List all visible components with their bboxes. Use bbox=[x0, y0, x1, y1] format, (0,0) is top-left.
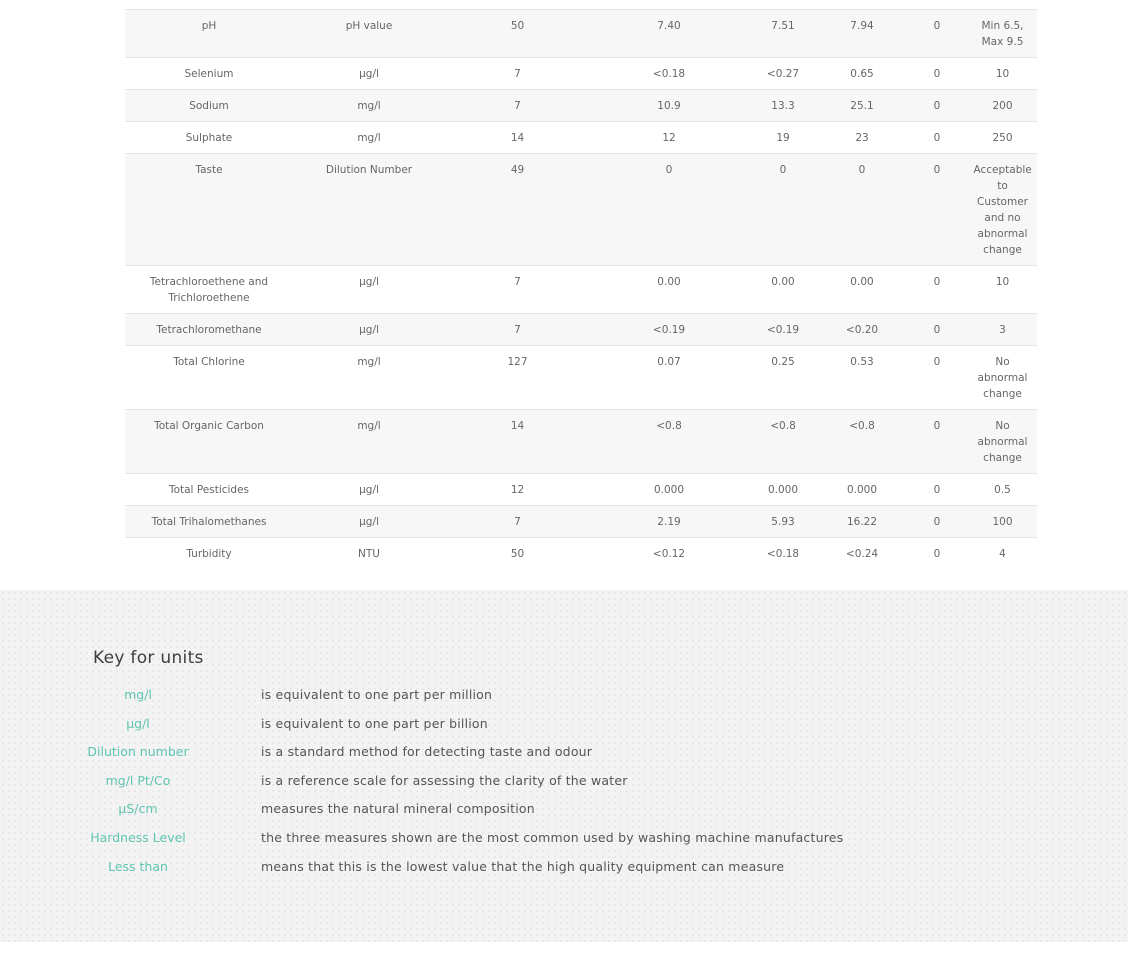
cell-contraventions: 0 bbox=[906, 122, 968, 154]
cell-unit: NTU bbox=[293, 538, 445, 570]
cell-parameter: Total Chlorine bbox=[125, 346, 293, 410]
cell-mean: <0.27 bbox=[748, 58, 818, 90]
cell-unit: µg/l bbox=[293, 474, 445, 506]
key-term: Less than bbox=[108, 858, 168, 874]
cell-samples: 7 bbox=[445, 90, 590, 122]
cell-samples: 127 bbox=[445, 346, 590, 410]
cell-standard: 100 bbox=[968, 506, 1037, 538]
cell-samples: 7 bbox=[445, 314, 590, 346]
table-row bbox=[125, 90, 1037, 122]
cell-mean: 0.000 bbox=[748, 474, 818, 506]
cell-unit: µg/l bbox=[293, 506, 445, 538]
key-description: is a reference scale for assessing the clarity of the water bbox=[261, 772, 628, 788]
cell-max: 7.94 bbox=[818, 10, 906, 58]
cell-min: 0.000 bbox=[590, 474, 748, 506]
cell-samples: 50 bbox=[445, 10, 590, 58]
key-description: is equivalent to one part per billion bbox=[261, 715, 488, 731]
key-description: the three measures shown are the most common used by washing machine manufactures bbox=[261, 829, 844, 845]
table-row bbox=[125, 506, 1037, 538]
cell-min: 12 bbox=[590, 122, 748, 154]
cell-mean: 0.00 bbox=[748, 266, 818, 314]
cell-mean: 5.93 bbox=[748, 506, 818, 538]
cell-parameter: pH bbox=[125, 10, 293, 58]
cell-max: 0 bbox=[818, 154, 906, 266]
table-row bbox=[125, 10, 1037, 58]
key-term: mg/l bbox=[124, 687, 152, 702]
table-row bbox=[125, 122, 1037, 154]
cell-samples: 7 bbox=[445, 506, 590, 538]
units-key-section bbox=[0, 590, 1128, 942]
key-term: Dilution number bbox=[87, 744, 189, 760]
cell-min: <0.18 bbox=[590, 58, 748, 90]
cell-parameter: Sulphate bbox=[125, 122, 293, 154]
key-item bbox=[0, 716, 1128, 745]
cell-min bbox=[590, 0, 748, 10]
cell-mean: 7.51 bbox=[748, 10, 818, 58]
table-row bbox=[125, 474, 1037, 506]
cell-parameter: Total Pesticides bbox=[125, 474, 293, 506]
cell-min: <0.8 bbox=[590, 410, 748, 474]
cell-max: 23 bbox=[818, 122, 906, 154]
key-item bbox=[0, 801, 1128, 830]
cell-unit: Dilution Number bbox=[293, 154, 445, 266]
cell-standard: 250 bbox=[968, 122, 1037, 154]
cell-min: <0.19 bbox=[590, 314, 748, 346]
cell-mean: 0 bbox=[748, 154, 818, 266]
key-title: Key for units bbox=[93, 648, 204, 668]
cell-min: <0.12 bbox=[590, 538, 748, 570]
cell-parameter: Tetrachloromethane bbox=[125, 314, 293, 346]
cell-samples: 14 bbox=[445, 410, 590, 474]
table-row bbox=[125, 410, 1037, 474]
cell-parameter: Total Trihalomethanes bbox=[125, 506, 293, 538]
cell-min: 10.9 bbox=[590, 90, 748, 122]
cell-contraventions: 0 bbox=[906, 266, 968, 314]
cell-parameter: Turbidity bbox=[125, 538, 293, 570]
cell-standard bbox=[968, 346, 1037, 410]
cell-samples: 12 bbox=[445, 474, 590, 506]
cell-max bbox=[818, 0, 906, 10]
table-row bbox=[125, 58, 1037, 90]
table-row bbox=[125, 266, 1037, 314]
cell-max: 0.65 bbox=[818, 58, 906, 90]
key-term: µS/cm bbox=[118, 801, 158, 817]
table-row bbox=[125, 314, 1037, 346]
cell-standard: 3 bbox=[968, 314, 1037, 346]
key-description: measures the natural mineral composition bbox=[261, 801, 535, 817]
table-row bbox=[125, 538, 1037, 570]
cell-samples: 49 bbox=[445, 154, 590, 266]
cell-min: 7.40 bbox=[590, 10, 748, 58]
cell-unit: mg/l bbox=[293, 90, 445, 122]
cell-standard bbox=[968, 0, 1037, 10]
key-item bbox=[0, 744, 1128, 773]
cell-mean: 0.25 bbox=[748, 346, 818, 410]
cell-contraventions: 0 bbox=[906, 346, 968, 410]
cell-standard: 4 bbox=[968, 538, 1037, 570]
cell-contraventions: 0 bbox=[906, 538, 968, 570]
cell-unit: mg/l bbox=[293, 122, 445, 154]
cell-parameter: Total Organic Carbon bbox=[125, 410, 293, 474]
cell-contraventions: 0 bbox=[906, 410, 968, 474]
standard-text: No abnormal change bbox=[977, 420, 1028, 464]
cell-mean: 19 bbox=[748, 122, 818, 154]
cell-samples: 7 bbox=[445, 266, 590, 314]
key-item bbox=[0, 859, 1128, 888]
cell-contraventions: 0 bbox=[906, 154, 968, 266]
cell-max: <0.20 bbox=[818, 314, 906, 346]
water-quality-results-table bbox=[125, 0, 1037, 569]
cell-mean: <0.19 bbox=[748, 314, 818, 346]
cell-contraventions: 0 bbox=[906, 314, 968, 346]
table-row bbox=[125, 154, 1037, 266]
key-item bbox=[0, 830, 1128, 859]
cell-mean: <0.18 bbox=[748, 538, 818, 570]
cell-unit bbox=[293, 0, 445, 10]
cell-standard bbox=[968, 410, 1037, 474]
cell-parameter: Tetrachloroethene and Trichloroethene bbox=[125, 266, 293, 314]
cell-standard: 0.5 bbox=[968, 474, 1037, 506]
key-item bbox=[0, 687, 1128, 716]
cell-unit: pH value bbox=[293, 10, 445, 58]
cell-min: 2.19 bbox=[590, 506, 748, 538]
cell-contraventions: 0 bbox=[906, 10, 968, 58]
table-row bbox=[125, 0, 1037, 10]
cell-samples: 14 bbox=[445, 122, 590, 154]
cell-max: 25.1 bbox=[818, 90, 906, 122]
cell-max: 0.00 bbox=[818, 266, 906, 314]
cell-samples: 50 bbox=[445, 538, 590, 570]
cell-samples: 7 bbox=[445, 58, 590, 90]
cell-unit: µg/l bbox=[293, 314, 445, 346]
cell-contraventions: 0 bbox=[906, 90, 968, 122]
cell-contraventions: 0 bbox=[906, 506, 968, 538]
cell-samples bbox=[445, 0, 590, 10]
standard-text: Min 6.5, Max 9.5 bbox=[981, 20, 1024, 48]
cell-min: 0.07 bbox=[590, 346, 748, 410]
cell-parameter: Sodium bbox=[125, 90, 293, 122]
cell-max: <0.8 bbox=[818, 410, 906, 474]
cell-mean bbox=[748, 0, 818, 10]
standard-text: No abnormal change bbox=[977, 356, 1028, 400]
cell-max: <0.24 bbox=[818, 538, 906, 570]
cell-standard bbox=[968, 154, 1037, 266]
cell-standard bbox=[968, 10, 1037, 58]
key-list bbox=[0, 687, 1128, 887]
cell-standard: 10 bbox=[968, 58, 1037, 90]
standard-text: Acceptable to Customer and no abnormal change bbox=[973, 164, 1032, 256]
cell-min: 0 bbox=[590, 154, 748, 266]
cell-unit: mg/l bbox=[293, 410, 445, 474]
cell-parameter bbox=[125, 0, 293, 10]
cell-contraventions: 0 bbox=[906, 58, 968, 90]
table-row bbox=[125, 346, 1037, 410]
key-description: is a standard method for detecting taste and odour bbox=[261, 744, 593, 760]
cell-contraventions bbox=[906, 0, 968, 10]
key-description: means that this is the lowest value that the high quality equipment can measure bbox=[261, 858, 785, 874]
key-term: µg/l bbox=[126, 715, 150, 731]
key-item bbox=[0, 773, 1128, 802]
cell-contraventions: 0 bbox=[906, 474, 968, 506]
cell-mean: 13.3 bbox=[748, 90, 818, 122]
key-term: mg/l Pt/Co bbox=[105, 772, 171, 788]
results-table-container bbox=[125, 0, 1037, 569]
key-term: Hardness Level bbox=[90, 829, 186, 845]
cell-standard: 10 bbox=[968, 266, 1037, 314]
key-description: is equivalent to one part per million bbox=[261, 687, 493, 702]
cell-standard: 200 bbox=[968, 90, 1037, 122]
cell-mean: <0.8 bbox=[748, 410, 818, 474]
cell-parameter: Taste bbox=[125, 154, 293, 266]
cell-unit: µg/l bbox=[293, 266, 445, 314]
cell-unit: mg/l bbox=[293, 346, 445, 410]
cell-max: 0.53 bbox=[818, 346, 906, 410]
cell-parameter: Selenium bbox=[125, 58, 293, 90]
cell-max: 0.000 bbox=[818, 474, 906, 506]
cell-max: 16.22 bbox=[818, 506, 906, 538]
cell-min: 0.00 bbox=[590, 266, 748, 314]
cell-unit: µg/l bbox=[293, 58, 445, 90]
